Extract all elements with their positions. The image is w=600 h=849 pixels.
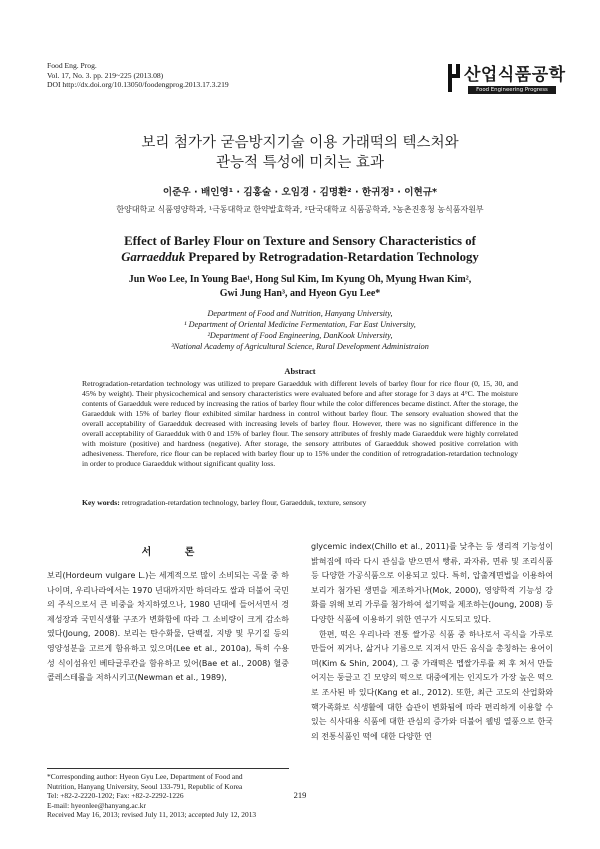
journal-name: Food Eng. Prog.	[47, 61, 97, 70]
korean-title	[40, 133, 560, 173]
english-title-line2	[40, 249, 560, 265]
keywords-list: retrogradation-retardation technology, barley flour, Garaedduk, texture, sensory	[119, 498, 367, 507]
english-authors-line1: Jun Woo Lee, In Young Bae¹, Hong Sul Kim, Im Kyung Oh, Myung Hwan Kim²,	[128, 274, 472, 285]
body-column-right	[311, 540, 553, 744]
affiliation-4: ³National Academy of Agricultural Science, Rural Development Administraion	[171, 342, 429, 351]
korean-title-line1: 보리 첨가가 굳음방지기술 이용 가래떡의 텍스처와	[141, 135, 459, 151]
body-paragraph: 한편, 떡은 우리나라 전통 쌀가공 식품 중 하나로서 곡식을 가루로 만들어 찌거나, 삶거나 기름으로 지져서 만든 음식을 총칭하는 용어이며(Kim & Shin, 2004), 그 중 가래떡은 멥쌀가루를 쪄 후 쳐서 만들어지는 둥글고 긴 모양의 떡으로 대중에게는 인지도가 가장 높은 떡으로 조사된 바 있다(Kang et al., 2012). 또한, 최근 고도의 산업화와 핵가족화로 식생활에 대한 습관이 변화됨에 따라 편리하게 이용할 수 있는 식사대용 식품에 대한 관심의 증가와 더불어 웰빙 열풍으로 한국의 전통식품인 떡에 대한 다양한 연	[311, 629, 553, 741]
korean-authors: 이준우 · 배인영¹ · 김홍술 · 오임경 · 김명환² · 한귀정³ · 이현규*	[162, 187, 438, 198]
korean-affiliations: 한양대학교 식품영양학과, ¹극동대학교 한약발효학과, ²단국대학교 식품공학과, ³농촌진흥청 농식품자원부	[116, 205, 484, 214]
body-paragraph: 보리(Hordeum vulgare L.)는 세계적으로 많이 소비되는 곡물 중 하나이며, 우리나라에서는 1970 년대까지만 하더라도 쌀과 더불어 국민의 주식으로서 큰 비중을 차지하였으나, 1980 년대에 들어서면서 경제성장과 국민식생활 구조가 변화함에 따라 그 소비량이 크게 감소하였다(Joung, 2008). 보리는 탄수화물, 단백질, 지방 및 무기질 등의 영양성분을 고르게 함유하고 있으며(Lee et al., 2010a), 특히 수용성 식이섬유인 베타글루칸을 함유하고 있어(Bae et al., 2008) 혈중 콜레스테롤을 저하시키고(Newman et al., 1989),	[47, 571, 289, 683]
abstract-text: Retrogradation-retardation technology was utilized to prepare Garaedduk with different levels of barley flour for rice flour (0, 15, 30, and 45% by weight). Their physicochemical and sensory characteristics were evaluated before and after storage for 3 days at 4°C. The moisture contents of Garaedduk were reduced by increasing the ratios of barley flour while the color differences became distinct. After the storage, the Garaedduk with 15% of barley flour exhibited similar hardness in control without barley flour. The sensory evaluation showed that the overall acceptability of Garaedduk decreased with increasing levels of barley flour. However, there was no significant difference in the overall acceptability of Garaedduk with 0 and 15% of barley flour. The sensory attributes of freshly made Garaedduk were highly correlated with moisture (positive) and hardness (negative). After storage, the sensory attributes of Garaedduk showed positive correlation with adhesiveness. Therefore, rice flour can be replaced with barley flour up to 15% under the condition of retrogradation-retardation technology in order to produce Garaedduk without significant quality loss.	[82, 379, 518, 468]
logo-text: 산업식품공학	[464, 65, 566, 85]
korean-title-line2: 관능적 특성에 미치는 효과	[216, 155, 384, 171]
body-column-left	[47, 569, 289, 686]
journal-volume: Vol. 17, No. 3. pp. 219~225 (2013.08)	[47, 70, 164, 80]
english-title-line1: Effect of Barley Flour on Texture and Sensory Characteristics of	[124, 234, 476, 248]
english-authors	[40, 273, 560, 301]
journal-logo	[448, 60, 566, 110]
page-number: 219	[293, 790, 307, 800]
keywords-label: Key words:	[82, 498, 120, 507]
english-authors-line2: Gwi Jung Han³, and Hyeon Gyu Lee*	[219, 288, 381, 299]
english-affiliations	[40, 308, 560, 352]
english-title-rest: Prepared by Retrogradation-Retardation Technology	[185, 250, 479, 264]
footnote-line: Tel: +82-2-2220-1202; Fax: +82-2-2292-1226	[47, 791, 184, 801]
footnote-line: Nutrition, Hanyang University, Seoul 133-791, Republic of Korea	[47, 781, 243, 791]
logo-mark-icon	[448, 64, 462, 92]
footnote-line: Received May 16, 2013; revised July 11, 2013; accepted July 12, 2013	[47, 810, 257, 820]
logo-subtitle: Food Engineering Progress	[468, 86, 556, 94]
body-paragraph: glycemic index(Chillo et al., 2011)를 낮추는 등 생리적 기능성이 밝혀짐에 따라 다시 관심을 받으면서 빵류, 과자류, 면류 및 조리식품 등 다양한 가공식품으로 이용되고 있다. 특히, 압출계면법을 이용하여 보리가 첨가된 생면을 제조하거나(Mok, 2000), 영양학적 기능성 강화를 위해 보리 가루를 첨가하여 설기떡을 제조하는(Joung, 2008) 등 다양한 식품에 이용하기 위한 연구가 시도되고 있다.	[311, 542, 553, 624]
footnote-line: E-mail: hyeonlee@hanyang.ac.kr	[47, 800, 146, 810]
english-title	[40, 233, 560, 265]
section-title-introduction: 서 론	[141, 547, 195, 558]
affiliation-2: ¹ Department of Oriental Medicine Fermentation, Far East University,	[184, 320, 416, 329]
abstract-heading: Abstract	[284, 367, 316, 376]
affiliation-1: Department of Food and Nutrition, Hanyang University,	[207, 309, 393, 318]
journal-meta	[47, 61, 229, 90]
journal-doi: DOI http://dx.doi.org/10.13050/foodengprog.2013.17.3.219	[47, 80, 229, 90]
affiliation-3: ²Department of Food Engineering, DanKook University,	[207, 331, 393, 340]
footnote-line: *Corresponding author: Hyeon Gyu Lee, Department of Food and	[47, 772, 243, 781]
footnote-divider	[47, 768, 289, 769]
keywords	[82, 498, 518, 507]
english-title-italic: Garraedduk	[121, 250, 186, 264]
